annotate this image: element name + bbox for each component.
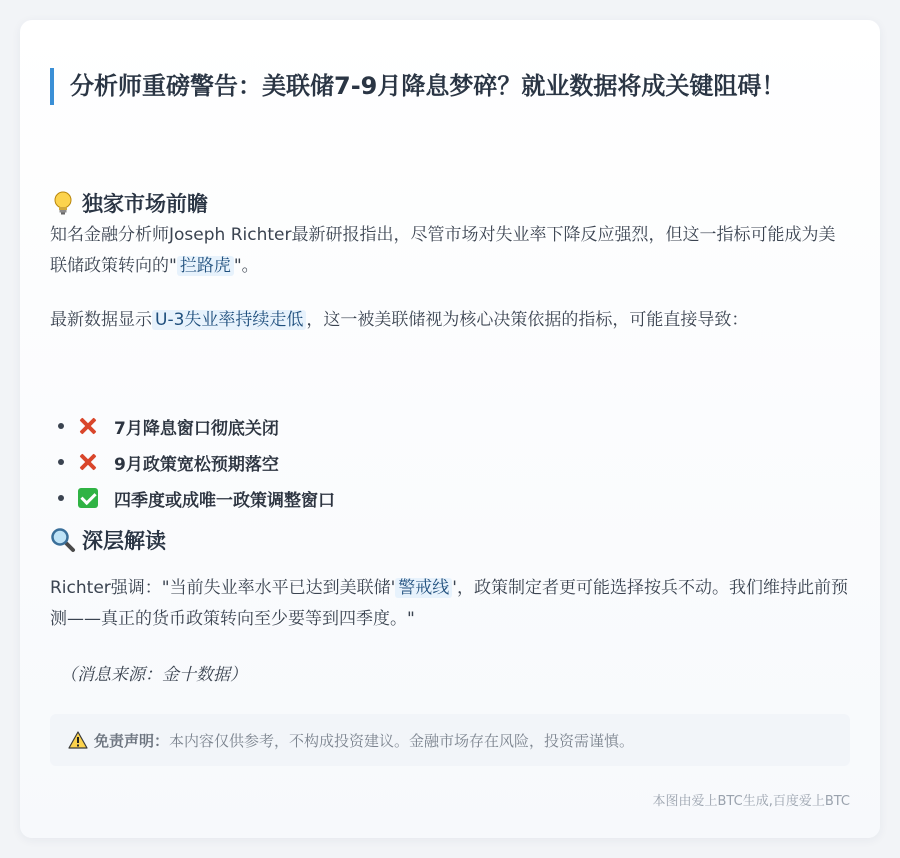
list-item-text: 9月政策宽松预期落空	[114, 454, 279, 475]
section-heading-outlook	[50, 188, 208, 218]
bullet	[58, 495, 64, 501]
paragraph-intro	[50, 220, 850, 282]
paragraph-text: ，这一被美联储视为核心决策依据的指标，可能直接导致：	[306, 310, 749, 330]
section-heading-analysis	[50, 525, 166, 555]
disclaimer-text: 本内容仅供参考，不构成投资建议。金融市场存在风险，投资需谨慎。	[169, 731, 635, 750]
cross-icon	[78, 416, 98, 436]
paragraph-text: Richter强调："当前失业率水平已达到美联储'	[50, 578, 396, 598]
warning-icon	[68, 731, 88, 749]
paragraph-text: '，政策制定者更可能选择按兵不动。我们维持此前预测——真正的货币政策转向至少要等到四季度。"	[50, 578, 848, 629]
paragraph-text: 知名金融分析师Joseph Richter最新研报指出，尽管市场对失业率下降反应强烈，但这一指标可能成为美联储政策转向的"	[50, 225, 836, 276]
article-card	[20, 20, 880, 838]
section-heading-text: 独家市场前瞻	[82, 192, 208, 216]
bullet	[58, 459, 64, 465]
list-item-text: 四季度或成唯一政策调整窗口	[114, 490, 335, 511]
list-item	[50, 408, 850, 444]
paragraph-quote	[50, 573, 850, 635]
disclaimer-label: 免责声明：	[94, 731, 170, 750]
lightbulb-icon	[50, 190, 76, 216]
highlight-term: 警戒线	[395, 578, 452, 598]
section-heading-text: 深层解读	[82, 529, 166, 553]
paragraph-data	[50, 305, 850, 336]
impact-list	[50, 408, 850, 516]
cross-icon	[78, 452, 98, 472]
footer-credit: 本图由爱上BTC生成,百度爱上BTC	[652, 794, 850, 809]
check-icon	[78, 488, 98, 508]
list-item	[50, 480, 850, 516]
list-item-text: 7月降息窗口彻底关闭	[114, 418, 279, 439]
highlight-term: U-3失业率持续走低	[152, 310, 306, 330]
paragraph-text: 最新数据显示	[50, 310, 152, 330]
paragraph-text: "。	[233, 256, 259, 276]
disclaimer-box	[50, 714, 850, 766]
bullet	[58, 423, 64, 429]
magnifier-icon	[50, 527, 76, 553]
source-note: （消息来源：金十数据）	[60, 665, 247, 685]
list-item	[50, 444, 850, 480]
article-title: 分析师重磅警告：美联储7-9月降息梦碎？就业数据将成关键阻碍！	[50, 68, 850, 105]
highlight-term: 拦路虎	[177, 256, 234, 276]
